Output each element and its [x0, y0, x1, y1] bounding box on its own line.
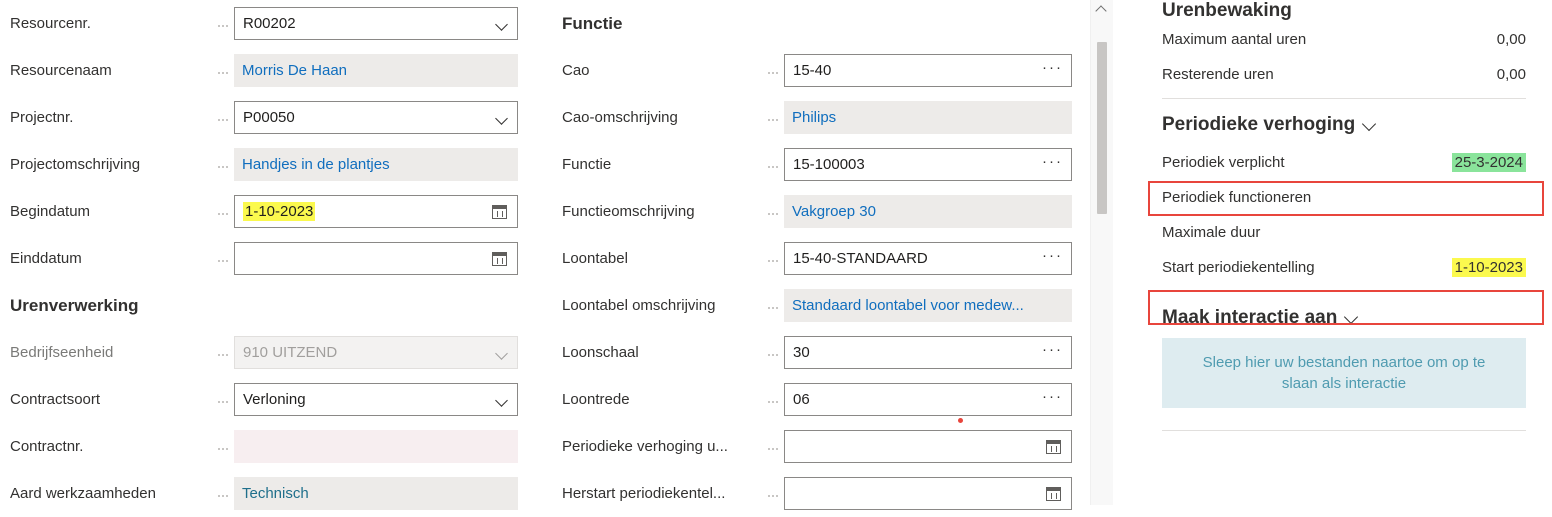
field-label: Loontabel omschrijving [562, 297, 716, 314]
section-heading-urenverwerking: Urenverwerking [10, 295, 139, 315]
field-value: 910 UITZEND [243, 344, 338, 361]
row-value: 0,00 [1496, 31, 1526, 48]
field-begindatum [10, 188, 518, 235]
assist-edit-icon[interactable]: ··· [1042, 58, 1063, 76]
middle-form-column [562, 0, 1072, 517]
factbox-title-urenbewaking: Urenbewaking [1162, 0, 1292, 21]
bedrijfseenheid-input [234, 336, 518, 369]
field-projectnr [10, 94, 518, 141]
label-leader-dots [218, 109, 228, 121]
calendar-icon[interactable] [1046, 438, 1063, 455]
field-resourcenaam [10, 47, 518, 94]
assist-edit-icon[interactable]: ··· [1042, 152, 1063, 170]
field-label: Loontrede [562, 391, 630, 408]
field-label: Cao-omschrijving [562, 109, 678, 126]
contractnr-input[interactable] [234, 430, 518, 463]
label-leader-dots [768, 156, 778, 168]
field-label: Aard werkzaamheden [10, 485, 156, 502]
factbox-row-maximale-duur [1148, 215, 1540, 250]
field-label: Begindatum [10, 203, 91, 220]
loonschaal-input[interactable] [784, 336, 1072, 369]
field-resourcenr [10, 0, 518, 47]
field-einddatum [10, 235, 518, 282]
field-contractnr [10, 423, 518, 470]
field-value: 06 [793, 391, 810, 408]
field-value: R00202 [243, 15, 296, 32]
field-label: Cao [562, 62, 590, 79]
field-periodieke-verhoging-uiterlijk [562, 423, 1072, 470]
functie-input[interactable] [784, 148, 1072, 181]
field-label: Loontabel [562, 250, 628, 267]
field-label: Contractnr. [10, 438, 84, 455]
row-label: Periodiek functioneren [1162, 189, 1312, 206]
field-cao [562, 47, 1072, 94]
field-label: Projectnr. [10, 109, 74, 126]
label-leader-dots [768, 203, 778, 215]
label-leader-dots [218, 344, 228, 356]
label-leader-dots [768, 344, 778, 356]
label-leader-dots [218, 62, 228, 74]
chevron-down-icon [497, 347, 509, 359]
label-leader-dots [218, 391, 228, 403]
left-form-column [10, 0, 518, 517]
field-value: 15-40-STANDAARD [793, 250, 928, 267]
field-label: Resourcenr. [10, 15, 91, 32]
calendar-icon[interactable] [492, 250, 509, 267]
row-label: Periodiek verplicht [1162, 154, 1285, 171]
validation-dot-icon [958, 418, 963, 423]
vertical-scrollbar[interactable] [1090, 0, 1113, 505]
begindatum-input[interactable] [234, 195, 518, 228]
chevron-down-icon[interactable] [497, 394, 509, 406]
field-value: Standaard loontabel voor medew... [792, 297, 1024, 314]
field-contractsoort [10, 376, 518, 423]
field-loontabel [562, 235, 1072, 282]
field-value: Verloning [243, 391, 306, 408]
calendar-icon[interactable] [1046, 485, 1063, 502]
label-leader-dots [218, 250, 228, 262]
assist-edit-icon[interactable]: ··· [1042, 246, 1063, 264]
label-leader-dots [218, 156, 228, 168]
contractsoort-input[interactable] [234, 383, 518, 416]
cao-omschrijving-input[interactable] [784, 101, 1072, 134]
einddatum-input[interactable] [234, 242, 518, 275]
divider [1162, 430, 1526, 431]
label-leader-dots [768, 297, 778, 309]
field-aard-werkzaamheden [10, 470, 518, 517]
field-value: 30 [793, 344, 810, 361]
resourcenr-input[interactable] [234, 7, 518, 40]
factbox-row-periodiek-verplicht [1148, 145, 1540, 180]
field-label: Periodieke verhoging u... [562, 438, 728, 455]
chevron-down-icon[interactable] [1363, 118, 1377, 132]
assist-edit-icon[interactable]: ··· [1042, 340, 1063, 358]
row-value: 0,00 [1496, 66, 1526, 83]
scrollbar-thumb[interactable] [1097, 42, 1107, 214]
label-leader-dots [768, 250, 778, 262]
label-leader-dots [218, 485, 228, 497]
chevron-up-icon[interactable] [1096, 4, 1106, 14]
resourcenaam-input[interactable] [234, 54, 518, 87]
factbox-row-maximum-aantal-uren [1148, 22, 1540, 57]
field-value: Philips [792, 109, 837, 126]
file-dropzone[interactable]: Sleep hier uw bestanden naartoe om op te slaan als interactie [1162, 338, 1526, 408]
section-heading-functie: Functie [562, 13, 623, 33]
factbox-row-resterende-uren [1148, 57, 1540, 92]
field-label: Contractsoort [10, 391, 101, 408]
loontrede-input[interactable] [784, 383, 1072, 416]
label-leader-dots [768, 62, 778, 74]
field-value: 1-10-2023 [245, 203, 314, 220]
label-leader-dots [218, 15, 228, 27]
field-value: 15-100003 [793, 156, 865, 173]
projectnr-input[interactable] [234, 101, 518, 134]
field-value: Technisch [242, 485, 309, 502]
loontabel-input[interactable] [784, 242, 1072, 275]
periodieke-verhoging-input[interactable] [784, 430, 1072, 463]
field-herstart-periodiekentelling [562, 470, 1072, 517]
field-label: Resourcenaam [10, 62, 112, 79]
label-leader-dots [768, 109, 778, 121]
row-label: Resterende uren [1162, 66, 1274, 83]
divider [1162, 98, 1526, 99]
field-label: Einddatum [10, 250, 82, 267]
chevron-down-icon[interactable] [1345, 311, 1359, 325]
label-leader-dots [768, 438, 778, 450]
field-label: Functieomschrijving [562, 203, 695, 220]
row-label: Start periodiekentelling [1162, 259, 1315, 276]
group-title: Maak interactie aan [1162, 307, 1338, 328]
field-label: Bedrijfseenheid [10, 344, 114, 361]
factbox-row-periodiek-functioneren [1148, 180, 1540, 215]
functieomschrijving-input[interactable] [784, 195, 1072, 228]
projectomschrijving-input[interactable] [234, 148, 518, 181]
row-value: 1-10-2023 [1452, 258, 1526, 277]
field-value: 15-40 [793, 62, 832, 79]
label-leader-dots [768, 485, 778, 497]
factbox-row-start-periodiekentelling [1148, 250, 1540, 285]
chevron-down-icon[interactable] [497, 18, 509, 30]
field-projectomschrijving [10, 141, 518, 188]
field-value: Handjes in de plantjes [242, 156, 390, 173]
calendar-icon[interactable] [492, 203, 509, 220]
herstart-periodiekentelling-input[interactable] [784, 477, 1072, 510]
field-bedrijfseenheid [10, 329, 518, 376]
field-label: Loonschaal [562, 344, 639, 361]
factbox-pane [1148, 0, 1540, 505]
field-loontrede [562, 376, 1072, 423]
factbox-group-maak-interactie[interactable] [1148, 298, 1540, 338]
label-leader-dots [218, 438, 228, 450]
loontabel-omschrijving-input[interactable] [784, 289, 1072, 322]
label-leader-dots [768, 391, 778, 403]
field-value: Morris De Haan [242, 62, 348, 79]
row-label: Maximum aantal uren [1162, 31, 1307, 48]
field-label: Projectomschrijving [10, 156, 141, 173]
field-loonschaal [562, 329, 1072, 376]
divider [1162, 291, 1526, 292]
field-label: Functie [562, 156, 612, 173]
row-label: Maximale duur [1162, 224, 1261, 241]
field-value: Vakgroep 30 [792, 203, 876, 220]
field-functie [562, 141, 1072, 188]
assist-edit-icon[interactable]: ··· [1042, 387, 1063, 405]
group-title: Periodieke verhoging [1162, 114, 1356, 135]
field-loontabel-omschrijving [562, 282, 1072, 329]
label-leader-dots [218, 203, 228, 215]
cao-input[interactable] [784, 54, 1072, 87]
chevron-down-icon[interactable] [497, 112, 509, 124]
field-functieomschrijving [562, 188, 1072, 235]
factbox-group-periodieke-verhoging[interactable] [1148, 105, 1540, 145]
row-value: 25-3-2024 [1452, 153, 1526, 172]
field-value: P00050 [243, 109, 295, 126]
field-label: Herstart periodiekentel... [562, 485, 726, 502]
field-cao-omschrijving [562, 94, 1072, 141]
aard-werkzaamheden-input[interactable] [234, 477, 518, 510]
